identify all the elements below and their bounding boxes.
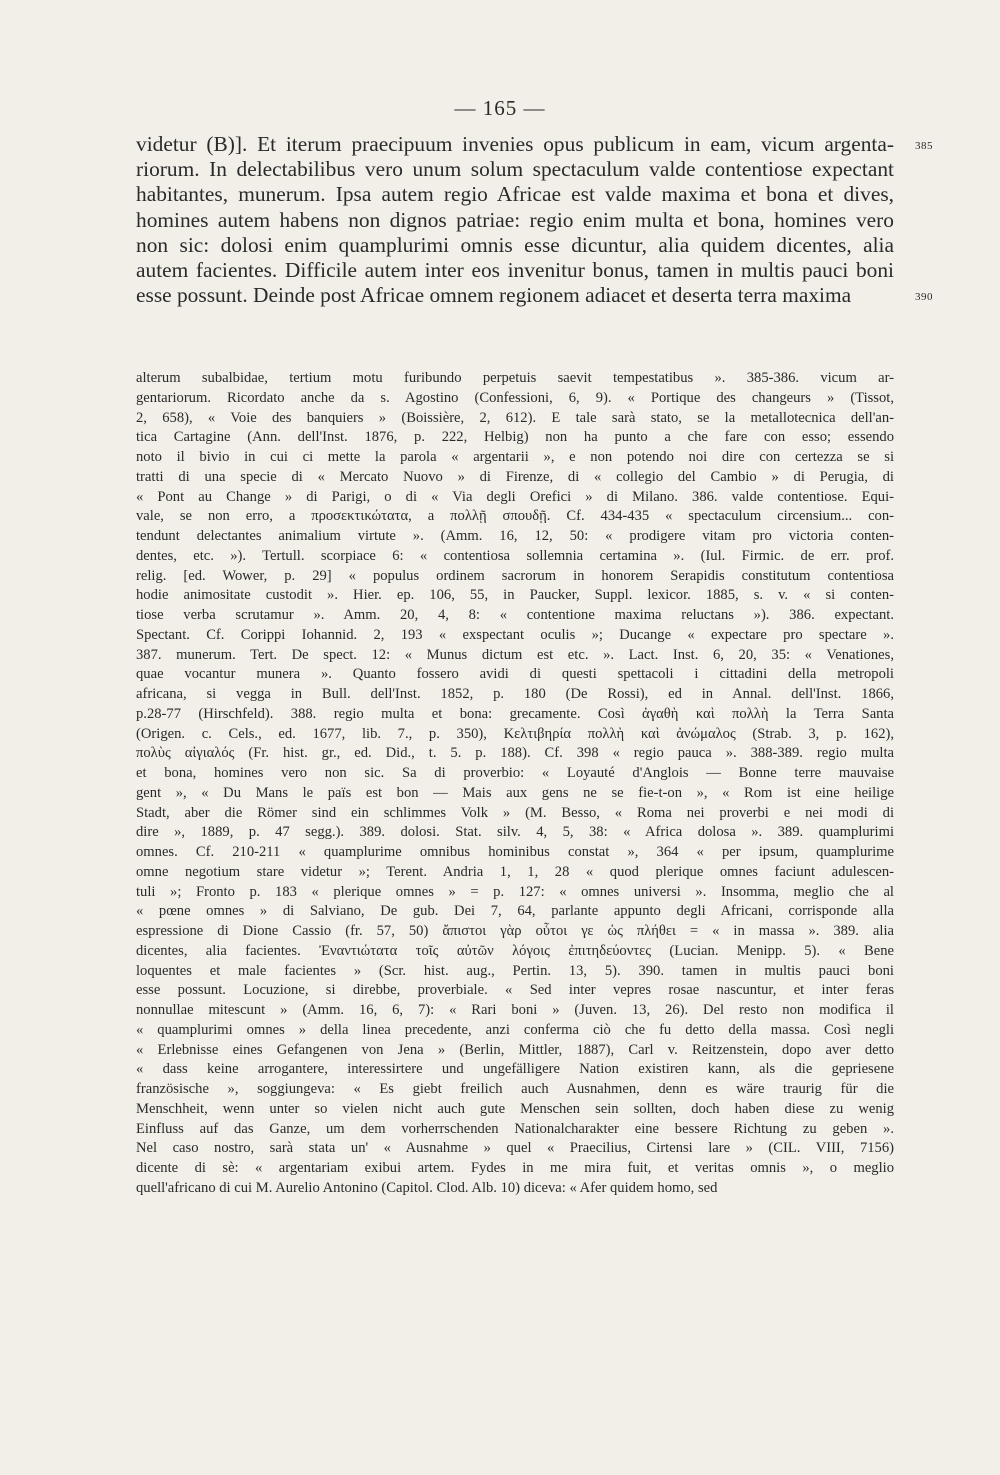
note-line: dire », 1889, p. 47 segg.). 389. dolosi. Stat. silv. 4, 5, 38: « Africa dolosa ». 389. quamplurimi <box>136 824 894 841</box>
note-line: espressione di Dione Cassio (fr. 57, 50) ἄπιστοι γὰρ οὗτοι γε ὡς πλήθει = « in massa ». 389. alia <box>136 923 894 939</box>
note-line: gent », « Du Mans le païs est bon — Mais aux gens ne se fie-t-on », « Rom ist eine heilige <box>136 784 894 801</box>
note-line: omnes. Cf. 210-211 « quamplurime omnibus hominibus constat », 364 « per ipsum, quamplurime <box>136 844 894 860</box>
note-line: πολὺς αἰγιαλός (Fr. hist. gr., ed. Did., t. 5. p. 188). Cf. 398 « regio pauca ». 388-389. regio multa <box>136 745 894 762</box>
note-line: gentariorum. Ricordato anche da s. Agostino (Confessioni, 6, 9). « Portique des changeurs » (Tissot, <box>136 389 894 406</box>
note-line: quae vocantur munera ». Quanto fossero avidi di questi spettacoli i cittadini della metropoli <box>136 666 894 683</box>
page-number: — 165 — <box>454 96 546 120</box>
note-line: tica Cartagine (Ann. dell'Inst. 1876, p. 222, Helbig) non ha punto a che fare con esso; essendo <box>136 429 894 446</box>
note-line: « pœne omnes » di Salviano, De gub. Dei 7, 64, parlante appunto degli Africani, corrisponde alla <box>136 903 894 920</box>
note-line: « Pont au Change » di Parigi, o di « Via degli Orefici » di Milano. 386. valde contentiose. Equi- <box>136 488 894 505</box>
main-text <box>136 132 894 308</box>
note-line: Spectant. Cf. Corippi Iohannid. 2, 193 « exspectant oculis »; Ducange « expectare pro spectare ». <box>136 626 894 643</box>
note-line: « Erlebnisse eines Gefangenen von Jena » (Berlin, Mittler, 1887), Carl v. Reitzenstein, dopo aver detto <box>136 1041 894 1058</box>
main-line: homines autem habens non dignos patriae: regio enim multa et bona, homines vero <box>136 207 894 232</box>
note-line: alterum subalbidae, tertium motu furibundo perpetuis saevit tempestatibus ». 385-386. vicum ar- <box>136 370 894 386</box>
note-line: dicentes, alia facientes. Ἐναντιώτατα τοῖς αὐτῶν λόγοις ἐπιτηδεύοντες (Lucian. Menipp. 5). « Bene <box>136 942 894 959</box>
main-line: autem facientes. Difficile autem inter eos invenitur bonus, tamen in multis pauci boni <box>136 257 894 282</box>
note-line: 387. munerum. Tert. De spect. 12: « Munus dictum est etc. ». Lact. Inst. 6, 20, 35: « Venationes, <box>136 646 894 663</box>
main-line: habitantes, munerum. Ipsa autem regio Africae est valde maxima et bona et dives, <box>136 182 894 207</box>
note-line: tuli »; Fronto p. 183 « plerique omnes » = p. 127: « omnes universi ». Insomma, meglio che al <box>136 883 894 900</box>
note-line: quell'africano di cui M. Aurelio Antonino (Capitol. Clod. Alb. 10) diceva: « Afer quidem homo, sed <box>136 1179 718 1196</box>
note-line: nonnullae mitescunt » (Amm. 16, 6, 7): « Rari boni » (Juven. 13, 26). Del resto non modifica il <box>136 1002 894 1018</box>
note-line: et bona, homines vero non sic. Sa di proverbio: « Loyauté d'Anglois — Bonne terre mauvaise <box>136 765 894 781</box>
note-line: Stadt, aber die Römer sind ein schlimmes Volk » (M. Besso, « Roma nei proverbi e nei modi di <box>136 804 894 821</box>
note-line: tendunt delectantes animalium virtute ». (Amm. 16, 12, 50: « prodigere vitam pro victoria conten- <box>136 528 894 544</box>
note-line: relig. [ed. Wower, p. 29] « populus ordinem sacrorum in honorem Serapidis constitutum contentiosa <box>136 567 894 584</box>
main-line: videtur (B)]. Et iterum praecipuum invenies opus publicum in eam, vicum argenta- <box>136 132 894 156</box>
note-line: tratti di una specie di « Mercato Nuovo » di Firenze, di « collegio del Cambio » di Perugia, di <box>136 468 894 485</box>
line-number-390: 390 <box>915 291 933 303</box>
note-line: Menschheit, wenn unter so vielen nicht auch gute Menschen sein sollten, doch haben diese zu wenig <box>136 1100 894 1117</box>
commentary-notes <box>136 369 894 1199</box>
note-line: (Origen. c. Cels., ed. 1677, lib. 7., p. 350), Κελτιβηρία πολλὴ καὶ ἀνώμαλος (Strab. 3, p. 162), <box>136 725 894 742</box>
note-line: « quamplurimi omnes » della linea precedente, anzi conferma ciò che fu detto della massa. Così negli <box>136 1021 894 1038</box>
note-line: tiose verba scrutamur ». Amm. 20, 4, 8: « contentione maxima reluctans »). 386. expectant. <box>136 607 894 623</box>
note-line: dentes, etc. »). Tertull. scorpiace 6: « contentiosa sollemnia certamina ». (Iul. Firmic. de err. prof. <box>136 547 894 564</box>
main-line: riorum. In delectabilibus vero unum solum spectaculum valde contentiose expectant <box>136 157 894 182</box>
note-line: 2, 658), « Voie des banquiers » (Boissière, 2, 612). E tale sarà stato, se la metallotecnica dell'an- <box>136 409 894 426</box>
note-line: p.28-77 (Hirschfeld). 388. regio multa et bona: grecamente. Così ἀγαθὴ καὶ πολλὴ la Terra Santa <box>136 705 894 722</box>
line-number-385: 385 <box>915 140 933 152</box>
note-line: « dass keine arrogantere, interessirtere und ungefälligere Nation existiren kann, als die gepriesene <box>136 1061 894 1078</box>
note-line: Nel caso nostro, sarà stata un' « Ausnahme » quel « Praecilius, Cirtensi lare » (CIL. VIII, 7156) <box>136 1140 894 1157</box>
note-line: esse possunt. Locuzione, si direbbe, proverbiale. « Sed inter vepres rosae nascuntur, et inter feras <box>136 982 894 999</box>
note-line: loquentes et male facientes » (Scr. hist. aug., Pertin. 13, 5). 390. tamen in multis pauci boni <box>136 962 894 979</box>
note-line: vale, se non erro, a προσεκτικώτατα, a πολλῇ σπουδῇ. Cf. 434-435 « spectaculum circensium... con- <box>136 508 894 525</box>
note-line: africana, si vegga in Bull. dell'Inst. 1852, p. 180 (De Rossi), ed in Annal. dell'Inst. 1866, <box>136 686 894 702</box>
note-line: noto il bivio in cui ci mette la parola « argentarii », e non potendo noi dire con certezza se si <box>136 449 894 465</box>
main-line: non sic: dolosi enim quamplurimi omnis esse dicuntur, alia quidem dicentes, alia <box>136 232 894 257</box>
note-line: dicente di sè: « argentariam exibui artem. Fydes in me mira fuit, et veritas omnis », o meglio <box>136 1160 894 1176</box>
note-line: omne negotium stare videtur »; Terent. Andria 1, 1, 28 « quod plerique omnes faciunt adulescen- <box>136 863 894 880</box>
main-line: esse possunt. Deinde post Africae omnem regionem adiacet et deserta terra maxima <box>136 283 852 308</box>
note-line: französische », soggiungeva: « Es giebt freilich auch Ausnahmen, denn es wäre traurig für die <box>136 1081 894 1097</box>
note-line: Einfluss auf das Ganze, um dem vorherrschenden Nationalcharakter eine bessere Richtung zu geben ». <box>136 1120 894 1137</box>
note-line: hodie animositate custodit ». Hier. ep. 106, 55, in Paucker, Suppl. lexicor. 1885, s. v. « si conten- <box>136 587 894 604</box>
